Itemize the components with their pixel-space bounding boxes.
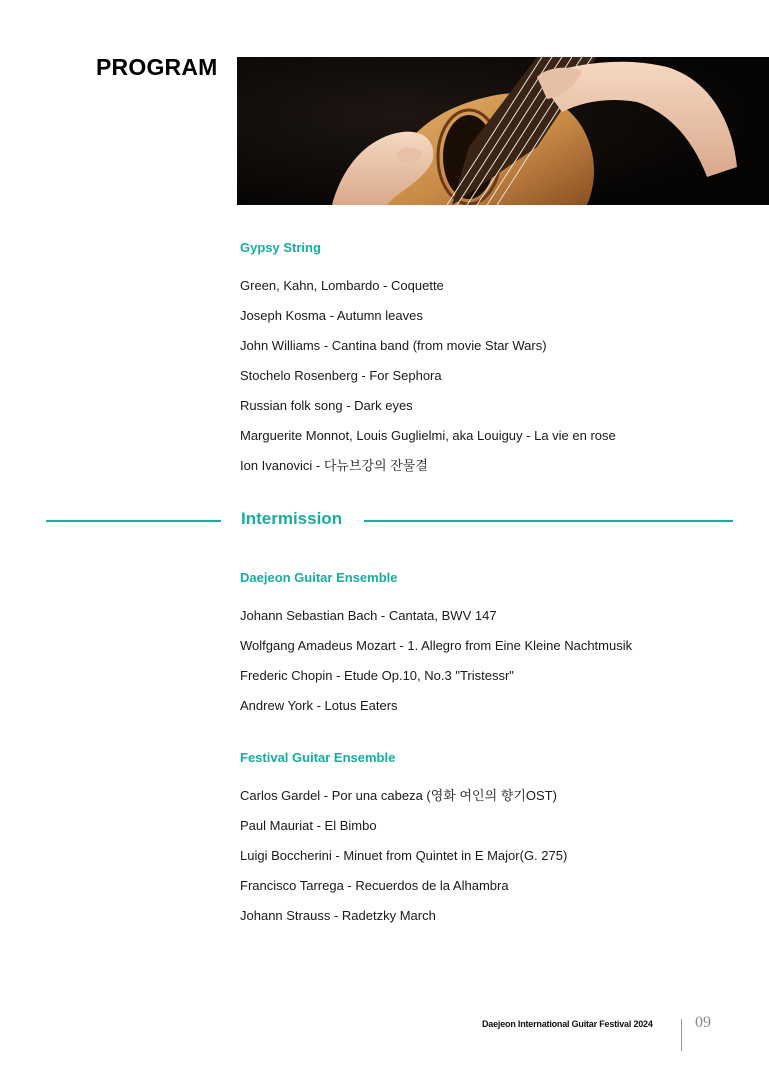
program-item: Joseph Kosma - Autumn leaves: [240, 308, 423, 323]
section-title-gypsy-string: Gypsy String: [240, 240, 321, 255]
program-item: John Williams - Cantina band (from movie Star Wars): [240, 338, 547, 353]
program-item: Wolfgang Amadeus Mozart - 1. Allegro from Eine Kleine Nachtmusik: [240, 638, 633, 653]
program-list-daejeon-guitar-ensemble: [240, 607, 632, 727]
section-title-daejeon-guitar-ensemble: Daejeon Guitar Ensemble: [240, 570, 398, 585]
program-item: Johann Sebastian Bach - Cantata, BWV 147: [240, 608, 497, 623]
footer-festival-name: Daejeon International Guitar Festival 2024: [482, 1019, 653, 1029]
section-title-festival-guitar-ensemble: Festival Guitar Ensemble: [240, 750, 396, 765]
program-item: Ion Ivanovici - 다뉴브강의 잔물결: [240, 458, 428, 473]
program-list-gypsy-string: [240, 277, 616, 487]
program-item: Johann Strauss - Radetzky March: [240, 908, 436, 923]
program-item: Russian folk song - Dark eyes: [240, 398, 413, 413]
program-list-festival-guitar-ensemble: [240, 787, 567, 937]
page-title: PROGRAM: [96, 54, 218, 80]
program-item: Carlos Gardel - Por una cabeza (영화 여인의 향기OST): [240, 788, 557, 803]
page-number: 09: [695, 1014, 711, 1031]
program-item: Andrew York - Lotus Eaters: [240, 698, 398, 713]
footer-separator: [681, 1019, 682, 1051]
program-item: Marguerite Monnot, Louis Guglielmi, aka Louiguy - La vie en rose: [240, 428, 616, 443]
program-item: Luigi Boccherini - Minuet from Quintet in E Major(G. 275): [240, 848, 568, 863]
program-item: Green, Kahn, Lombardo - Coquette: [240, 278, 444, 293]
program-item: Paul Mauriat - El Bimbo: [240, 818, 377, 833]
program-item: Stochelo Rosenberg - For Sephora: [240, 368, 442, 383]
program-item: Francisco Tarrega - Recuerdos de la Alhambra: [240, 878, 509, 893]
guitar-photo: [237, 57, 769, 205]
intermission-heading: Intermission: [241, 509, 343, 528]
intermission-divider-left: [46, 520, 221, 522]
intermission-divider-right: [364, 520, 733, 522]
program-item: Frederic Chopin - Etude Op.10, No.3 "Tristessr": [240, 668, 514, 683]
